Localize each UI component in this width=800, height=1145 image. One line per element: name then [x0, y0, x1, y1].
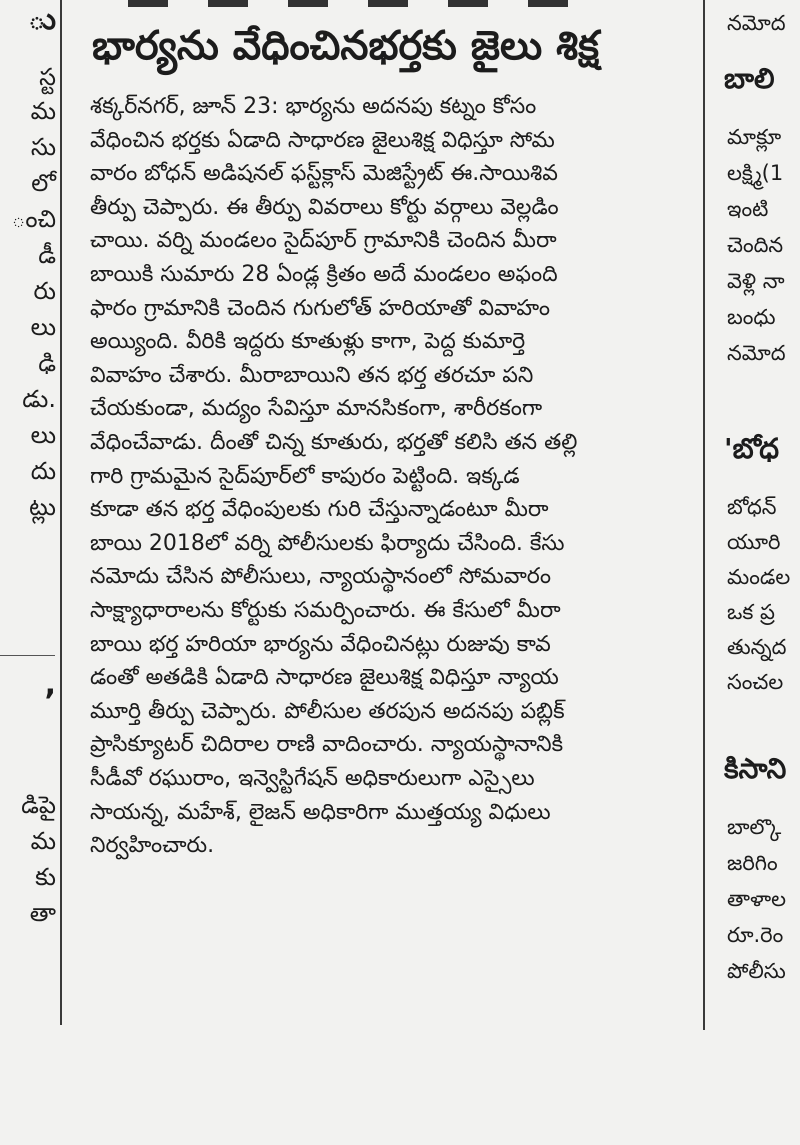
left-column-fragment: మ: [30, 827, 56, 855]
left-column-divider: [0, 655, 55, 656]
article-line: కూడా తన భర్త వేధింపులకు గురి చేస్తున్నాడంటూ మీరా: [90, 497, 549, 523]
left-column-fragment: ంచి: [11, 205, 56, 233]
right-column-heading: బాలి: [724, 62, 775, 95]
left-column-fragment: స్ట: [39, 63, 56, 91]
previous-article-cutoff: [128, 0, 668, 4]
article-line: సాక్ష్యాధారాలను కోర్టుకు సమర్పించారు. ఈ కేసులో మీరా: [90, 598, 561, 623]
left-column-fragment: తా: [29, 899, 56, 927]
left-column-fragment: డిపై: [21, 791, 56, 819]
article-line: ప్రాసిక్యూటర్ చిదిరాల రాణి వాదించారు. న్యాయస్థానానికి: [90, 732, 564, 758]
article-line: వివాహం చేశారు. మీరాబాయిని తన భర్త తరచూ పని: [90, 362, 534, 388]
right-column-fragment: నమోద: [727, 341, 786, 365]
right-column-fragment: చెందిన: [727, 233, 784, 257]
left-column-fragment: ఢి: [38, 349, 56, 377]
right-column-fragment: వెళ్లి నా: [727, 269, 785, 293]
right-column-fragment: పోలీసు: [727, 959, 786, 983]
left-column-fragment: సు: [30, 133, 56, 161]
article-headline: భార్యను వేధించినభర్తకు జైలు శిక్ష: [92, 23, 600, 69]
article-line: డంతో అతడికి ఏడాది సాధారణ జైలుశిక్ష విధిస్తూ న్యాయ: [90, 665, 559, 691]
left-column-fragment: ,: [44, 667, 56, 702]
article-line: చేయకుండా, మద్యం సేవిస్తూ మానసికంగా, శారీరకంగా: [90, 396, 543, 422]
article-line: అయ్యింది. వీరికి ఇద్దరు కూతుళ్లు కాగా, పెద్ద కుమార్తె: [90, 329, 526, 355]
right-column-fragment: నమోద: [727, 11, 786, 35]
right-column-fragment: జరిగిం: [727, 851, 778, 875]
left-column-fragment: రు: [33, 277, 56, 305]
article-line: ఫారం గ్రామానికి చెందిన గుగులోత్ హరియాతో వివాహం: [90, 295, 551, 321]
left-column-fragment: ట్లు: [29, 493, 56, 521]
article-line: వారం బోధన్ అడిషనల్ ఫస్ట్‌క్లాస్ మెజిస్ట్రేట్ ఈ.సాయిశివ: [90, 161, 558, 187]
left-column-fragment: కు: [35, 863, 56, 891]
right-column-fragment: బంధు: [727, 305, 776, 329]
article-line: సీడీవో రఘురాం, ఇన్వెస్టిగేషన్ అధికారులుగా ఎస్సైలు: [90, 766, 535, 791]
adjacent-right-column: [712, 0, 800, 1030]
right-column-fragment: సంచల: [727, 670, 784, 694]
article-line: బాయికి సుమారు 28 ఏండ్ల క్రితం అదే మండలం అఫంది: [90, 262, 558, 287]
article-line: తీర్పు చెప్పారు. ఈ తీర్పు వివరాలు కోర్టు వర్గాలు వెల్లడిం: [90, 194, 559, 220]
right-column-fragment: లక్ష్మి(1: [727, 161, 784, 185]
article-line: నిర్వహించారు.: [90, 833, 215, 859]
right-column-fragment: ఇంటి: [727, 197, 769, 221]
article-line: వేధించేవాడు. దీంతో చిన్న కూతురు, భర్తతో కలిసి తన తల్లి: [90, 430, 578, 455]
article-line: బాయి 2018లో వర్ని పోలీసులకు ఫిర్యాదు చేసింది. కేసు: [90, 530, 565, 556]
left-column-fragment: ు: [28, 2, 56, 37]
left-column-fragment: దు: [30, 457, 56, 485]
article-line: సాయన్న, మహేశ్, లైజన్ అధికారిగా ముత్తయ్య విధులు: [90, 799, 551, 825]
column-divider-right: [703, 0, 705, 1030]
right-column-heading: 'బోధ: [724, 432, 779, 465]
right-column-fragment: తాళాల: [727, 887, 787, 911]
article-line: శక్కర్‌నగర్, జూన్ 23: భార్యను అదనపు కట్నం కోసం: [90, 94, 537, 119]
left-column-fragment: లో: [31, 169, 56, 197]
right-column-fragment: తున్నద: [727, 635, 787, 659]
left-column-fragment: లు: [30, 313, 56, 341]
news-article: [68, 0, 698, 1030]
article-line: నమోదు చేసిన పోలీసులు, న్యాయస్థానంలో సోమవారం: [90, 564, 551, 590]
right-column-fragment: యూరి: [727, 530, 781, 554]
article-line: వేధించిన భర్తకు ఏడాది సాధారణ జైలుశిక్ష విధిస్తూ సోమ: [90, 127, 555, 153]
left-column-fragment: డీ: [38, 241, 56, 269]
adjacent-left-column: [0, 0, 60, 1030]
right-column-fragment: బాల్కొ: [727, 815, 782, 839]
left-column-fragment: డు.: [22, 385, 56, 413]
column-divider-left: [60, 0, 62, 1025]
right-column-fragment: ఒక ప్ర: [727, 600, 775, 624]
left-column-fragment: మ: [30, 97, 56, 125]
left-column-fragment: లు: [30, 421, 56, 449]
right-column-fragment: మండల: [727, 565, 791, 589]
article-line: మూర్తి తీర్పు చెప్పారు. పోలీసుల తరపున అదనపు పబ్లిక్: [90, 698, 565, 724]
right-column-heading: కిసాని: [724, 752, 787, 785]
right-column-fragment: బోధన్: [727, 495, 777, 519]
article-line: బాయి భర్త హరియా భార్యను వేధించినట్లు రుజువు కావ: [90, 631, 551, 657]
right-column-fragment: రూ.రెం: [727, 923, 784, 947]
article-line: గారి గ్రామమైన సైద్‌పూర్‌లో కాపురం పెట్టింది. ఇక్కడ: [90, 463, 520, 489]
article-line: చాయి. వర్ని మండలం సైద్‌పూర్ గ్రామానికి చెందిన మీరా: [90, 228, 557, 254]
right-column-fragment: మాక్లూ: [727, 125, 782, 149]
